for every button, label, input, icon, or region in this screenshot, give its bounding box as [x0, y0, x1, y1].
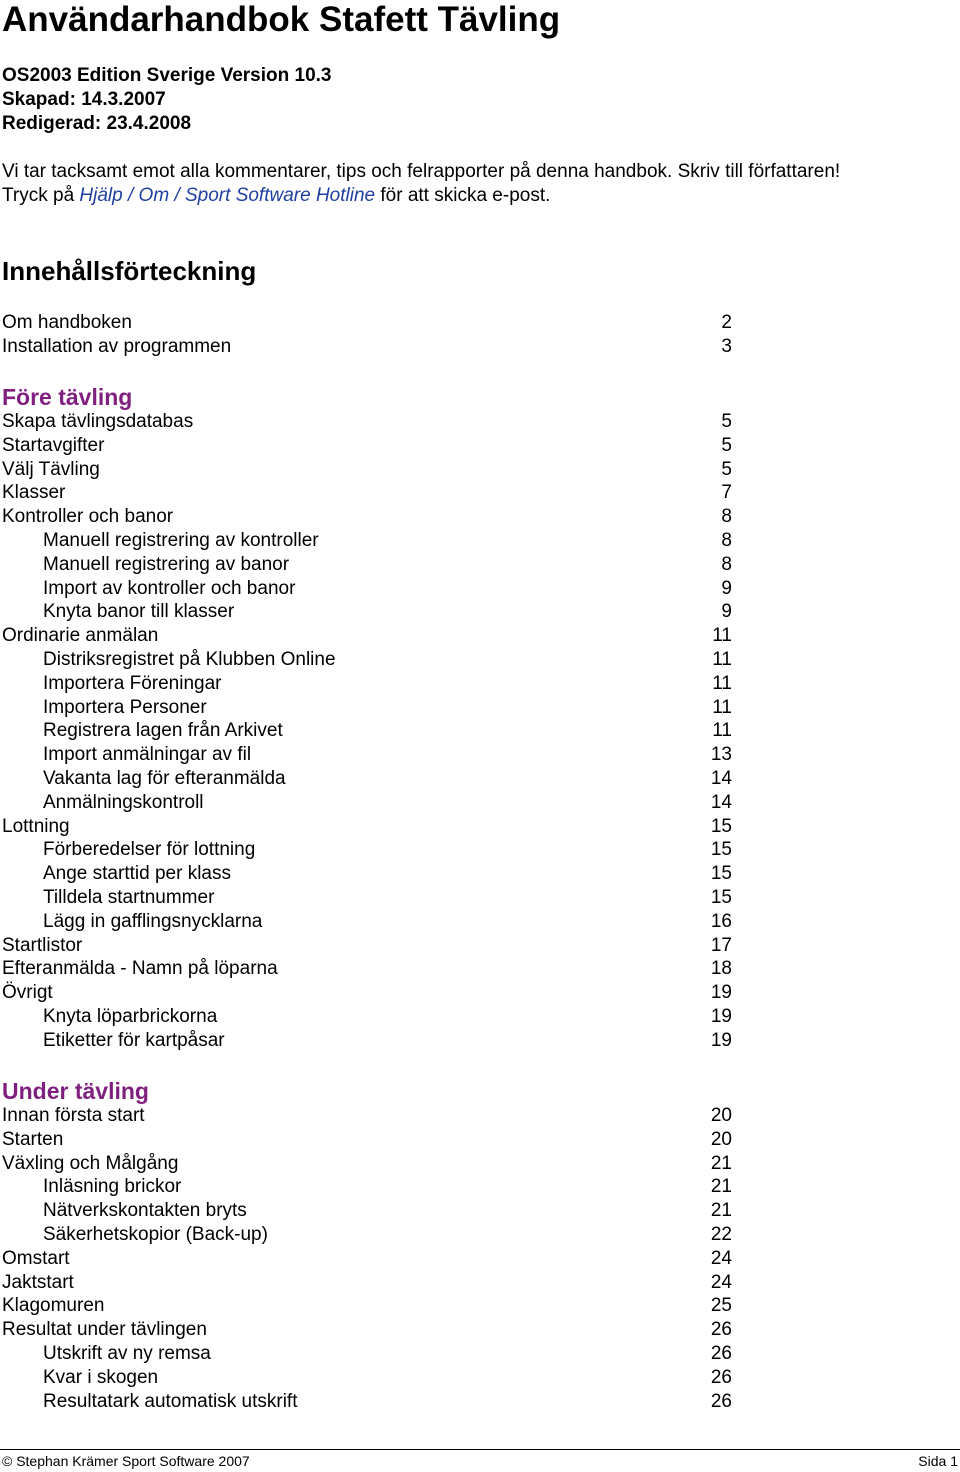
toc-entry-label: Ordinarie anmälan	[2, 625, 159, 647]
toc-entry-page: 3	[721, 335, 732, 357]
toc-entry[interactable]	[2, 815, 732, 839]
toc-entry-page: 14	[710, 768, 732, 789]
toc-entry-label: Säkerhetskopior (Back-up)	[43, 1224, 268, 1245]
toc-entry-page: 5	[721, 458, 732, 480]
toc-entry[interactable]	[2, 410, 732, 434]
toc-entry-page: 15	[710, 815, 732, 837]
toc-entry-page: 20	[710, 1105, 732, 1126]
toc-entry-label: Kvar i skogen	[43, 1366, 159, 1388]
toc-entry-page: 15	[710, 839, 732, 861]
toc-entry-page: 21	[710, 1200, 732, 1222]
toc-entry-page: 26	[710, 1390, 732, 1412]
toc-entry-label: Importera Personer	[43, 696, 207, 718]
toc-entry-page: 19	[710, 982, 732, 1004]
toc-entry-label: Om handboken	[2, 312, 132, 333]
toc-entry-page: 22	[710, 1224, 732, 1245]
intro-line-2	[2, 184, 550, 208]
toc-entry[interactable]	[2, 1318, 732, 1342]
toc-section-heading: Före tävling	[2, 384, 133, 410]
toc-entry-label: Tilldela startnummer	[43, 887, 215, 908]
toc-entry-page: 19	[710, 1006, 732, 1027]
toc-entry-page: 26	[710, 1366, 732, 1388]
toc-entry-label: Registrera lagen från Arkivet	[43, 720, 283, 742]
toc-entry-page: 24	[710, 1271, 732, 1293]
toc-entry-page: 11	[712, 672, 732, 694]
toc-entry[interactable]	[2, 981, 732, 1005]
intro-suffix: för att skicka e-post.	[375, 185, 551, 206]
toc-entry-label: Installation av programmen	[2, 335, 232, 357]
toc-entry-label: Import av kontroller och banor	[43, 577, 296, 599]
toc-entry-label: Distriksregistret på Klubben Online	[43, 649, 336, 670]
toc-entry-page: 18	[710, 958, 732, 980]
toc-entry-page: 20	[710, 1128, 732, 1150]
toc-entry[interactable]	[2, 1294, 732, 1318]
toc-entry-label: Knyta löparbrickorna	[43, 1006, 218, 1027]
footer-copyright: © Stephan Krämer Sport Software 2007	[2, 1453, 250, 1469]
document-title: Användarhandbok Stafett Tävling	[2, 0, 561, 39]
edition-line: OS2003 Edition Sverige Version 10.3	[2, 65, 332, 86]
hotline-menu-path: Hjälp / Om / Sport Software Hotline	[79, 185, 376, 206]
toc-entry-label: Lägg in gafflingsnycklarna	[43, 910, 263, 932]
toc-entry-page: 16	[710, 910, 732, 932]
toc-entry-page: 25	[710, 1295, 732, 1317]
toc-entry-page: 14	[710, 791, 732, 813]
toc-entry-label: Klagomuren	[2, 1295, 105, 1317]
toc-entry-label: Manuell registrering av kontroller	[43, 530, 319, 551]
toc-entry[interactable]	[2, 648, 732, 672]
toc-entry[interactable]	[2, 1029, 732, 1053]
toc-entry[interactable]	[2, 1247, 732, 1271]
toc-entry-label: Ange starttid per klass	[43, 863, 231, 885]
toc-entry-label: Efteranmälda - Namn på löparna	[2, 958, 278, 980]
edited-date: Redigerad: 23.4.2008	[2, 113, 192, 134]
toc-entry[interactable]	[2, 1223, 732, 1247]
toc-entry-label: Växling och Målgång	[2, 1152, 179, 1174]
intro-line-1: Vi tar tacksamt emot alla kommentarer, tips och felrapporter på denna handbok. Skriv till författaren!	[2, 161, 841, 182]
toc-entry-label: Import anmälningar av fil	[43, 744, 252, 766]
toc-entry[interactable]	[2, 458, 732, 482]
toc-entry-page: 19	[710, 1029, 732, 1051]
toc-entry[interactable]	[2, 910, 732, 934]
toc-entry-page: 17	[710, 934, 732, 956]
toc-entry-label: Starten	[2, 1128, 64, 1150]
toc-entry-page: 26	[710, 1319, 732, 1341]
toc-entry[interactable]	[2, 1271, 732, 1295]
toc-entry-page: 8	[721, 553, 732, 575]
toc-entry-page: 15	[710, 863, 732, 885]
toc-entry-page: 11	[712, 720, 732, 742]
toc-entry[interactable]	[2, 957, 732, 981]
toc-entry-label: Klasser	[2, 482, 66, 504]
toc-entry-page: 21	[710, 1152, 732, 1174]
toc-section-heading: Under tävling	[2, 1078, 149, 1104]
toc-entry-page: 13	[710, 744, 732, 766]
toc-entry[interactable]	[2, 1104, 732, 1128]
toc-entry[interactable]	[2, 767, 732, 791]
toc-entry-label: Skapa tävlingsdatabas	[2, 411, 194, 432]
toc-entry-page: 8	[721, 530, 732, 551]
toc-entry[interactable]	[2, 434, 732, 458]
toc-entry-label: Jaktstart	[2, 1271, 74, 1293]
toc-entry[interactable]	[2, 1390, 732, 1414]
toc-entry-label: Resultat under tävlingen	[2, 1319, 207, 1341]
toc-entry[interactable]	[2, 1366, 732, 1390]
toc-entry-label: Startavgifter	[2, 434, 105, 456]
toc-entry[interactable]	[2, 553, 732, 577]
footer-page-number: Sida 1	[918, 1453, 958, 1469]
toc-entry[interactable]	[2, 481, 732, 505]
created-date: Skapad: 14.3.2007	[2, 89, 166, 110]
toc-entry-label: Kontroller och banor	[2, 506, 174, 528]
toc-heading: Innehållsförteckning	[2, 256, 257, 286]
toc-entry[interactable]	[2, 311, 732, 335]
toc-entry-page: 26	[710, 1343, 732, 1364]
toc-entry-page: 5	[721, 411, 732, 432]
toc-entry[interactable]	[2, 672, 732, 696]
toc-entry-page: 21	[710, 1176, 732, 1198]
toc-entry-page: 11	[712, 649, 732, 670]
toc-entry[interactable]	[2, 696, 732, 720]
toc-entry[interactable]	[2, 886, 732, 910]
toc-entry[interactable]	[2, 1342, 732, 1366]
toc-entry[interactable]	[2, 934, 732, 958]
toc-entry-label: Startlistor	[2, 934, 83, 956]
toc-entry-label: Förberedelser för lottning	[43, 839, 256, 861]
toc-entry-page: 2	[721, 312, 732, 333]
toc-entry[interactable]	[2, 862, 732, 886]
toc-entry-label: Manuell registrering av banor	[43, 553, 290, 575]
toc-entry[interactable]	[2, 1175, 732, 1199]
toc-entry[interactable]	[2, 1152, 732, 1176]
toc-entry[interactable]	[2, 529, 732, 553]
toc-entry[interactable]	[2, 719, 732, 743]
toc-entry[interactable]	[2, 624, 732, 648]
toc-entry-label: Importera Föreningar	[43, 672, 222, 694]
toc-entry-page: 8	[721, 506, 732, 528]
toc-entry-page: 9	[721, 601, 732, 623]
toc-entry[interactable]	[2, 838, 732, 862]
toc-entry-label: Välj Tävling	[2, 458, 100, 480]
toc-entry[interactable]	[2, 1199, 732, 1223]
toc-entry[interactable]	[2, 577, 732, 601]
toc-entry-page: 11	[712, 696, 732, 718]
toc-entry[interactable]	[2, 505, 732, 529]
toc-entry-label: Vakanta lag för efteranmälda	[43, 768, 286, 789]
toc-entry[interactable]	[2, 743, 732, 767]
toc-entry-label: Anmälningskontroll	[43, 791, 204, 813]
toc-entry[interactable]	[2, 600, 732, 624]
toc-entry-page: 7	[721, 482, 732, 504]
toc-entry-label: Omstart	[2, 1247, 70, 1269]
toc-entry-label: Knyta banor till klasser	[43, 601, 235, 623]
toc-entry-label: Etiketter för kartpåsar	[43, 1029, 225, 1051]
toc-entry-label: Nätverkskontakten bryts	[43, 1200, 247, 1222]
toc-entry-page: 24	[710, 1247, 732, 1269]
toc-entry[interactable]	[2, 1128, 732, 1152]
toc-entry-label: Innan första start	[2, 1105, 145, 1126]
toc-entry[interactable]	[2, 791, 732, 815]
toc-entry-page: 9	[721, 577, 732, 599]
toc-entry-label: Utskrift av ny remsa	[43, 1343, 211, 1364]
page-footer	[0, 1449, 960, 1470]
toc-entry-page: 15	[710, 887, 732, 908]
toc-entry-page: 11	[712, 625, 732, 647]
toc-entry-label: Lottning	[2, 815, 70, 837]
toc-entry[interactable]	[2, 335, 732, 359]
toc-entry-label: Övrigt	[2, 982, 53, 1004]
toc-entry[interactable]	[2, 1005, 732, 1029]
toc-entry-label: Inläsning brickor	[43, 1176, 182, 1198]
intro-prefix: Tryck på	[2, 185, 80, 206]
toc-entry-page: 5	[721, 434, 732, 456]
toc-entry-label: Resultatark automatisk utskrift	[43, 1390, 298, 1412]
